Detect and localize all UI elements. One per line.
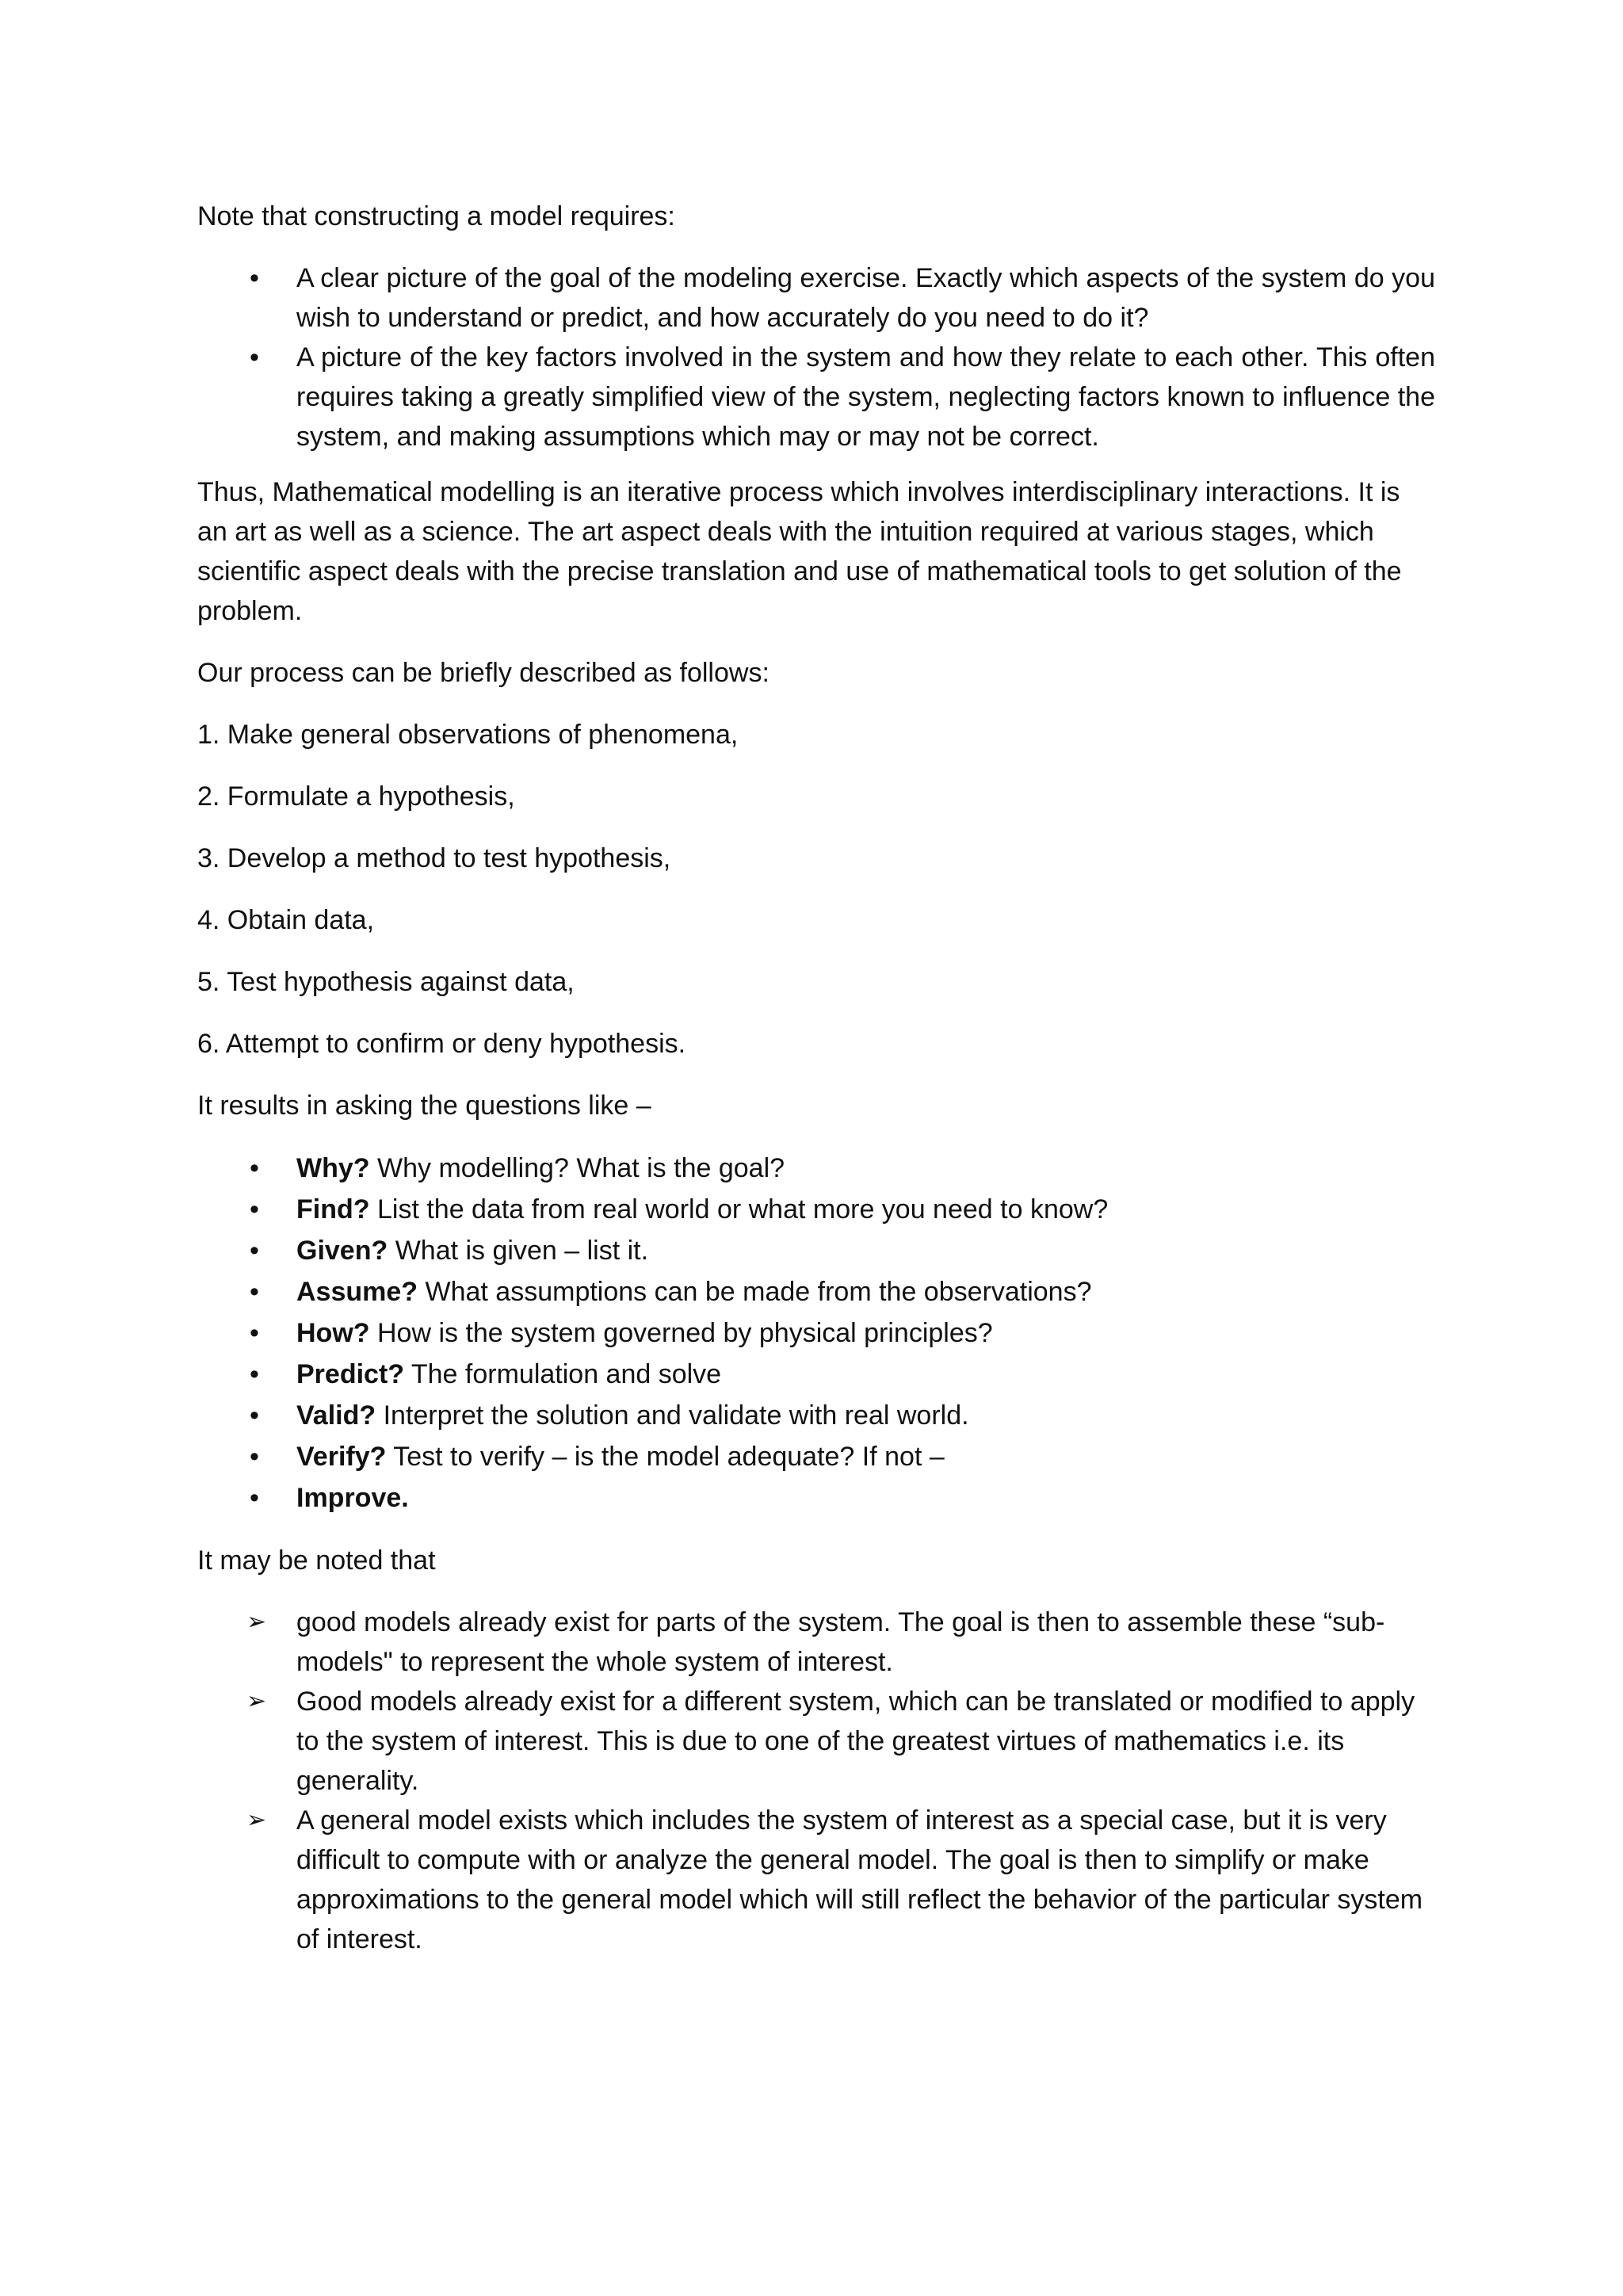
noted-intro: It may be noted that [197, 1545, 436, 1576]
question-item [197, 1477, 1435, 1519]
question-item [197, 1312, 1435, 1354]
question-term: Predict? [296, 1359, 405, 1389]
note-item: ➢ Good models already exist for a different system, which can be translated or modified to apply to the system of interest. This is due to one of the greatest virtues of mathematics i.e. its generality. [197, 1682, 1435, 1801]
question-item [197, 1271, 1435, 1312]
intro-text: Note that constructing a model requires: [197, 201, 675, 231]
process-step: 2. Formulate a hypothesis, [197, 781, 515, 812]
questions-intro: It results in asking the questions like – [197, 1091, 651, 1121]
question-term: Why? [296, 1153, 370, 1183]
process-intro: Our process can be briefly described as follows: [197, 658, 769, 688]
process-steps [197, 715, 1435, 1064]
question-term: Given? [296, 1236, 388, 1266]
question-term: Improve. [296, 1483, 409, 1513]
question-item [197, 1189, 1435, 1230]
question-term: Find? [296, 1194, 370, 1224]
question-text: Why modelling? What is the goal? [369, 1153, 785, 1183]
process-step: 4. Obtain data, [197, 905, 375, 935]
document-page [197, 197, 1435, 1959]
question-text: Interpret the solution and validate with real world. [376, 1400, 969, 1431]
notes-list [197, 1603, 1435, 1959]
question-text: Test to verify – is the model adequate? If not – [386, 1442, 945, 1472]
question-item [197, 1436, 1435, 1477]
question-item [197, 1395, 1435, 1436]
process-step: 3. Develop a method to test hypothesis, [197, 843, 671, 873]
question-term: Valid? [296, 1400, 376, 1431]
questions-list [197, 1148, 1435, 1519]
question-item [197, 1230, 1435, 1271]
question-term: Assume? [296, 1277, 418, 1307]
note-item: ➢ A general model exists which includes the system of interest as a special case, but it is very difficult to compute with or analyze the general model. The goal is then to simplify or make approximations to the general model which will still reflect the behavior of the particular system of interest. [197, 1801, 1435, 1959]
thus-paragraph: Thus, Mathematical modelling is an iterative process which involves interdisciplinary interactions. It is an art as well as a science. The art aspect deals with the intuition required at various stages, which scientific aspect deals with the precise translation and use of mathematical tools to get solution of the problem. [197, 477, 1402, 626]
note-item: ➢ good models already exist for parts of the system. The goal is then to assemble these “sub-models" to represent the whole system of interest. [197, 1603, 1435, 1682]
question-text: List the data from real world or what more you need to know? [369, 1194, 1109, 1224]
question-item [197, 1354, 1435, 1395]
process-step: 5. Test hypothesis against data, [197, 967, 575, 997]
requirement-item: • A picture of the key factors involved in the system and how they relate to each other. This often requires taking a greatly simplified view of the system, neglecting factors known to influence the system, and making assumptions which may or may not be correct. [197, 338, 1435, 457]
question-term: How? [296, 1318, 370, 1348]
requirements-list [197, 258, 1435, 457]
question-text: How is the system governed by physical principles? [369, 1318, 993, 1348]
question-item [197, 1148, 1435, 1189]
question-term: Verify? [296, 1442, 387, 1472]
requirement-item: • A clear picture of the goal of the modeling exercise. Exactly which aspects of the system do you wish to understand or predict, and how accurately do you need to do it? [197, 258, 1435, 338]
question-text: The formulation and solve [404, 1359, 722, 1389]
process-step: 6. Attempt to confirm or deny hypothesis. [197, 1029, 686, 1059]
question-text: What assumptions can be made from the observations? [418, 1277, 1092, 1307]
process-step: 1. Make general observations of phenomena, [197, 720, 739, 750]
question-text: What is given – list it. [388, 1236, 649, 1266]
